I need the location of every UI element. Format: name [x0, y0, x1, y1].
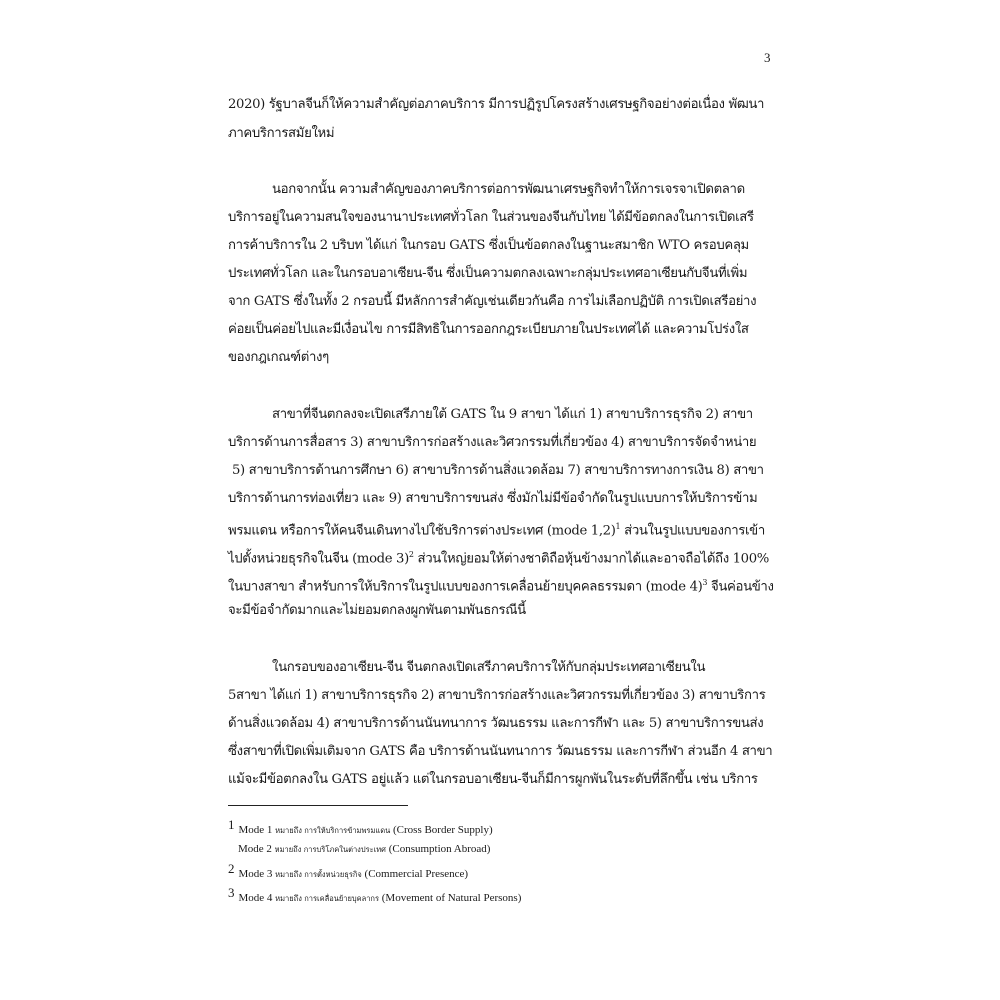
text-line: 5สาขา ได้แก่ 1) สาขาบริการธุรกิจ 2) สาขาบริการก่อสร้างและวิศวกรรมที่เกี่ยวข้อง 3) สาขาบริการ: [228, 688, 766, 703]
footnote-number: 3: [228, 885, 235, 900]
text-line: [228, 545, 788, 569]
text-segment: ส่วนในรูปแบบของการเข้า: [624, 523, 765, 539]
text-line: [228, 517, 788, 541]
footnote-thai: หมายถึง การตั้งหน่วยธุรกิจ: [275, 870, 362, 879]
text-line: บริการด้านการท่องเที่ยว และ 9) สาขาบริการขนส่ง ซึ่งมักไม่มีข้อจำกัดในรูปแบบการให้บริการข้าม: [228, 491, 758, 506]
footnote-number: 1: [228, 817, 235, 832]
text-line: 5) สาขาบริการด้านการศึกษา 6) สาขาบริการด้านสิ่งแวดล้อม 7) สาขาบริการทางการเงิน 8) สาขา: [232, 463, 764, 478]
text-segment: พรมแดน หรือการให้คนจีนเดินทางไปใช้บริการต่างประเทศ (mode 1,2): [228, 523, 616, 539]
text-segment: ส่วนใหญ่ยอมให้ต่างชาติถือหุ้นข้างมากได้และอาจถือได้ถึง 100%: [417, 551, 769, 567]
footnote-mode: Mode 3: [238, 868, 273, 880]
footnote-mode: Mode 2: [238, 843, 272, 855]
footnote-mark[interactable]: 1: [615, 522, 621, 531]
text-segment: ในบางสาขา สำหรับการให้บริการในรูปแบบของการเคลื่อนย้ายบุคคลธรรมดา (mode 4): [228, 579, 703, 595]
text-line: บริการด้านการสื่อสาร 3) สาขาบริการก่อสร้างและวิศวกรรมที่เกี่ยวข้อง 4) สาขาบริการจัดจำหน่าย: [228, 435, 757, 450]
footnote-item: [228, 818, 493, 838]
text-line: ด้านสิ่งแวดล้อม 4) สาขาบริการด้านนันทนาการ วัฒนธรรม และการกีฬา และ 5) สาขาบริการขนส่ง: [228, 716, 764, 731]
footnote-item: [228, 862, 468, 882]
footnote-divider: [228, 805, 408, 806]
footnote-mark[interactable]: 2: [408, 550, 414, 559]
text-line: สาขาที่จีนตกลงจะเปิดเสรีภายใต้ GATS ใน 9 สาขา ได้แก่ 1) สาขาบริการธุรกิจ 2) สาขา: [272, 407, 753, 422]
footnote-english: (Consumption Abroad): [388, 843, 491, 855]
page-number: 3: [764, 50, 771, 65]
footnote-english: (Cross Border Supply): [393, 824, 493, 836]
footnote-item: [238, 842, 490, 857]
text-segment: ไปตั้งหน่วยธุรกิจในจีน (mode 3): [228, 551, 409, 567]
text-line: จาก GATS ซึ่งในทั้ง 2 กรอบนี้ มีหลักการสำคัญเช่นเดียวกันคือ การไม่เลือกปฏิบัติ การเปิดเสรีอย่าง: [228, 294, 757, 309]
footnote-english: (Commercial Presence): [364, 868, 469, 880]
footnote-mode: Mode 4: [238, 892, 273, 904]
footnote-mode: Mode 1: [238, 824, 273, 836]
text-line: ในกรอบของอาเซียน-จีน จีนตกลงเปิดเสรีภาคบริการให้กับกลุ่มประเทศอาเซียนใน: [272, 660, 706, 675]
text-line: [228, 573, 788, 597]
text-line: นอกจากนั้น ความสำคัญของภาคบริการต่อการพัฒนาเศรษฐกิจทำให้การเจรจาเปิดตลาด: [272, 182, 745, 197]
text-line: ประเทศทั่วโลก และในกรอบอาเซียน-จีน ซึ่งเป็นความตกลงเฉพาะกลุ่มประเทศอาเซียนกับจีนที่เพิ่ม: [228, 266, 748, 281]
text-segment: จีนค่อนข้าง: [711, 579, 774, 595]
text-line: บริการอยู่ในความสนใจของนานาประเทศทั่วโลก ในส่วนของจีนกับไทย ได้มีข้อตกลงในการเปิดเสรี: [228, 210, 754, 225]
text-line: จะมีข้อจำกัดมากและไม่ยอมตกลงผูกพันตามพันธกรณีนี้: [228, 603, 526, 618]
footnote-english: (Movement of Natural Persons): [381, 892, 522, 904]
footnote-thai: หมายถึง การให้บริการข้ามพรมแดน: [275, 826, 391, 835]
text-line: แม้จะมีข้อตกลงใน GATS อยู่แล้ว แต่ในกรอบอาเซียน-จีนก็มีการผูกพันในระดับที่ลึกขึ้น เช่น บริการ: [228, 772, 758, 787]
footnote-item: [228, 886, 521, 906]
text-line: ภาคบริการสมัยใหม่: [228, 126, 335, 141]
footnote-mark[interactable]: 3: [702, 578, 708, 587]
footnote-thai: หมายถึง การเคลื่อนย้ายบุคลากร: [275, 894, 379, 903]
text-line: 2020) รัฐบาลจีนก็ให้ความสำคัญต่อภาคบริการ มีการปฏิรูปโครงสร้างเศรษฐกิจอย่างต่อเนื่อง พัฒนา: [228, 97, 765, 112]
text-line: ซึ่งสาขาที่เปิดเพิ่มเติมจาก GATS คือ บริการด้านนันทนาการ วัฒนธรรม และการกีฬา ส่วนอีก 4 สาขา: [228, 744, 773, 759]
text-line: การค้าบริการใน 2 บริบท ได้แก่ ในกรอบ GATS ซึ่งเป็นข้อตกลงในฐานะสมาชิก WTO ครอบคลุม: [228, 238, 749, 253]
footnote-thai: หมายถึง การบริโภคในต่างประเทศ: [274, 845, 386, 854]
text-line: ของกฎเกณฑ์ต่างๆ: [228, 350, 329, 365]
text-line: ค่อยเป็นค่อยไปและมีเงื่อนไข การมีสิทธิในการออกกฎระเบียบภายในประเทศได้ และความโปร่งใส: [228, 322, 749, 337]
footnote-number: 2: [228, 861, 235, 876]
